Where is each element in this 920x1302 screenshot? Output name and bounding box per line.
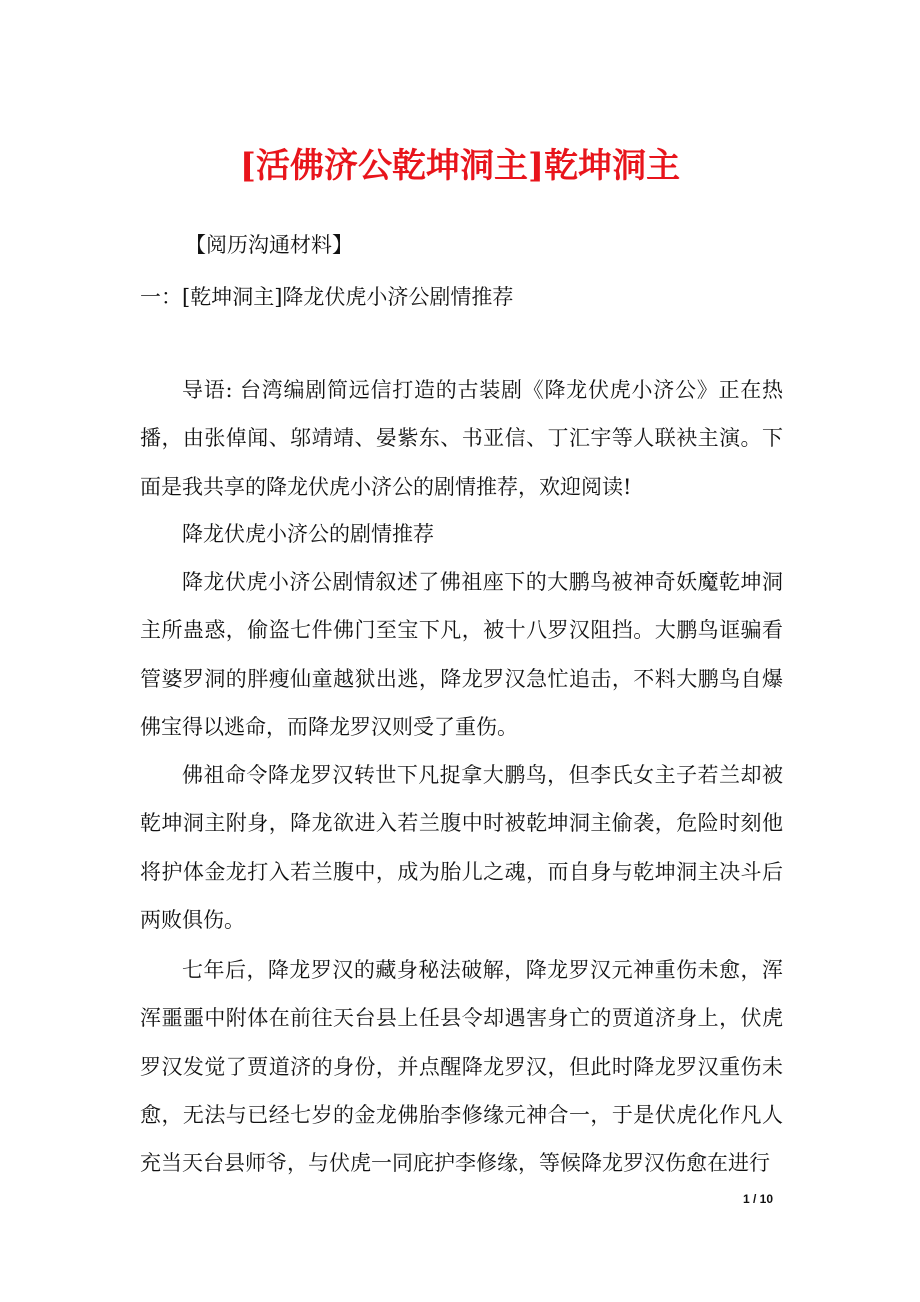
plot-paragraph-3: 七年后，降龙罗汉的藏身秘法破解，降龙罗汉元神重伤未愈，浑浑噩噩中附体在前往天台县上任县令却遇害身亡的贾道济身上，伏虎罗汉发觉了贾道济的身份，并点醒降龙罗汉，但此时降龙罗汉重伤未愈，无法与已经七岁的金龙佛胎李修缘元神合一，于是伏虎化作凡人充当天台县师爷，与伏虎一同庇护李修缘，等候降龙罗汉伤愈在进行 <box>140 958 783 1176</box>
page-number: 1 / 10 <box>743 1192 774 1206</box>
section-heading: 一：[乾坤洞主]降龙伏虎小济公剧情推荐 <box>140 285 514 309</box>
intro-paragraph: 导语: 台湾编剧简远信打造的古装剧《降龙伏虎小济公》正在热播，由张倬闻、邬靖靖、晏紫东、书亚信、丁汇宇等人联袂主演。下面是我共享的降龙伏虎小济公的剧情推荐，欢迎阅读! <box>140 378 783 499</box>
category-tag: 【阅历沟通材料】 <box>185 233 353 257</box>
plot-paragraph-1: 降龙伏虎小济公剧情叙述了佛祖座下的大鹏鸟被神奇妖魔乾坤洞主所蛊惑，偷盗七件佛门至宝下凡，被十八罗汉阻挡。大鹏鸟诓骗看管婆罗洞的胖瘦仙童越狱出逃，降龙罗汉急忙追击，不料大鹏鸟自爆佛宝得以逃命，而降龙罗汉则受了重伤。 <box>140 570 783 739</box>
subheading-paragraph: 降龙伏虎小济公的剧情推荐 <box>182 522 434 546</box>
plot-paragraph-2: 佛祖命令降龙罗汉转世下凡捉拿大鹏鸟，但李氏女主子若兰却被乾坤洞主附身，降龙欲进入若兰腹中时被乾坤洞主偷袭，危险时刻他将护体金龙打入若兰腹中，成为胎儿之魂，而自身与乾坤洞主决斗后两败俱伤。 <box>140 763 783 932</box>
document-title: [活佛济公乾坤洞主]乾坤洞主 <box>239 146 681 186</box>
